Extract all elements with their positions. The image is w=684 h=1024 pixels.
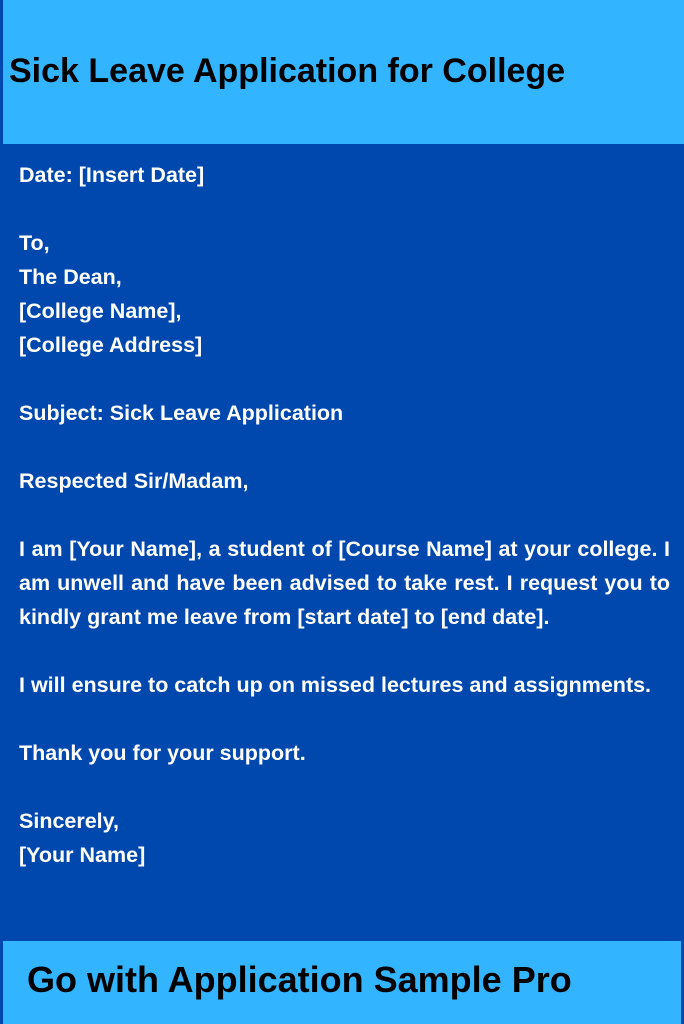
letter-closing: Sincerely,	[19, 809, 119, 833]
spacer	[19, 498, 670, 532]
letter-college-address: [College Address]	[19, 333, 203, 357]
letter-paragraph-assurance: I will ensure to catch up on missed lectures and assignments.	[19, 673, 652, 697]
footer-banner	[0, 941, 684, 1024]
letter-to: To,	[19, 231, 50, 255]
letter-date: Date: [Insert Date]	[19, 163, 205, 187]
letter-body	[19, 158, 670, 872]
letter-thanks: Thank you for your support.	[19, 741, 306, 765]
header-banner	[0, 0, 684, 144]
spacer	[19, 634, 670, 668]
spacer	[19, 702, 670, 736]
spacer	[19, 430, 670, 464]
spacer	[19, 362, 670, 396]
letter-signature: [Your Name]	[19, 843, 146, 867]
letter-paragraph-request: I am [Your Name], a student of [Course Name] at your college. I am unwell and have been advised to take rest. I request you to kindly grant me leave from [start date] to [end date].	[19, 537, 670, 629]
page-title: Sick Leave Application for College	[9, 52, 566, 90]
spacer	[19, 770, 670, 804]
letter-college-name: [College Name],	[19, 299, 182, 323]
letter-recipient: The Dean,	[19, 265, 122, 289]
letter-subject: Subject: Sick Leave Application	[19, 401, 344, 425]
spacer	[19, 192, 670, 226]
letter-salutation: Respected Sir/Madam,	[19, 469, 249, 493]
footer-text: Go with Application Sample Pro	[27, 959, 572, 1000]
